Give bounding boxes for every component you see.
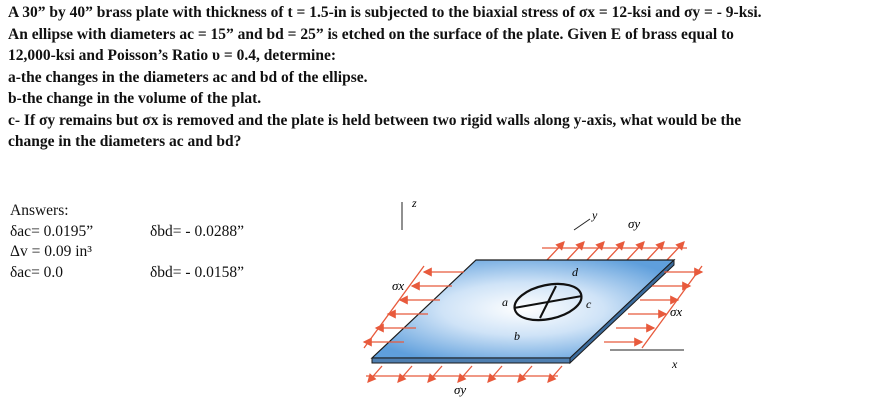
answers-block bbox=[10, 201, 340, 283]
problem-line-1: A 30” by 40” brass plate with thickness of t = 1.5-in is subjected to the biaxial stress of σx = 12-ksi and σy = - 9-ksi. bbox=[8, 4, 762, 21]
y-axis bbox=[574, 219, 590, 230]
z-axis-label: z bbox=[412, 196, 417, 210]
sigma-x-left-label: σx bbox=[392, 278, 405, 293]
x-axis-label: x bbox=[672, 357, 678, 371]
problem-line-5: b-the change in the volume of the plat. bbox=[8, 90, 262, 107]
plate-figure bbox=[352, 190, 732, 398]
sigma-y-bottom-arrows bbox=[366, 366, 562, 382]
answer-delta-bd-a: δbd= - 0.0288” bbox=[150, 222, 244, 240]
problem-statement bbox=[8, 2, 868, 153]
point-a-label: a bbox=[502, 295, 508, 309]
problem-line-6: c- If σy remains but σx is removed and the plate is held between two rigid walls along y-axis, what would be the bbox=[8, 111, 742, 129]
sigma-y-bottom-label: σy bbox=[454, 382, 467, 397]
plate-thickness-edge bbox=[372, 358, 570, 363]
answer-delta-ac-a: δac= 0.0195” bbox=[10, 222, 94, 240]
answer-row-3 bbox=[10, 263, 340, 284]
problem-line-7: change in the diameters ac and bd? bbox=[8, 133, 242, 150]
problem-line-3: 12,000-ksi and Poisson’s Ratio υ = 0.4, determine: bbox=[8, 47, 337, 64]
plate-diagram bbox=[352, 190, 732, 398]
problem-line-2: An ellipse with diameters ac = 15” and bd = 25” is etched on the surface of the plate. Given E of brass equal to bbox=[8, 25, 734, 43]
sigma-y-top-arrows bbox=[542, 242, 687, 260]
answer-row-2 bbox=[10, 242, 340, 263]
point-d-label: d bbox=[572, 265, 578, 279]
answers-heading: Answers: bbox=[10, 202, 69, 219]
problem-line-4: a-the changes in the diameters ac and bd of the ellipse. bbox=[8, 68, 368, 86]
sigma-x-right-label: σx bbox=[670, 304, 683, 319]
answer-delta-ac-c: δac= 0.0 bbox=[10, 263, 64, 281]
y-axis-label: y bbox=[592, 208, 598, 222]
point-b-label: b bbox=[514, 329, 520, 343]
answer-delta-volume: Δv = 0.09 in³ bbox=[10, 243, 92, 260]
answer-row-1 bbox=[10, 222, 340, 243]
point-c-label: c bbox=[586, 297, 592, 311]
answer-delta-bd-c: δbd= - 0.0158” bbox=[150, 263, 244, 281]
sigma-y-top-label: σy bbox=[628, 216, 641, 231]
